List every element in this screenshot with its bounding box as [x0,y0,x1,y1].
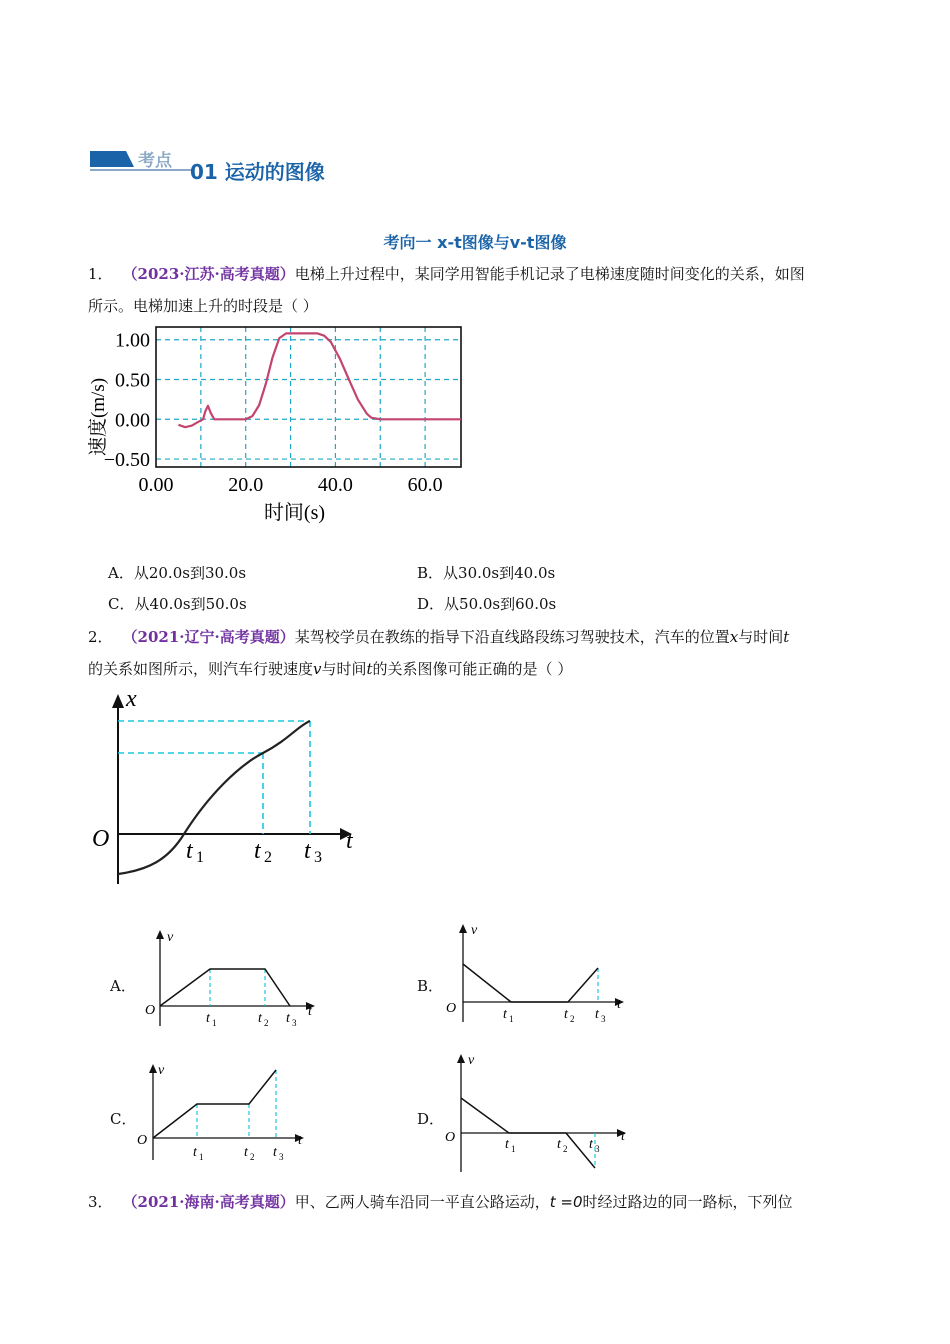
option-text: 从20.0s到30.0s [133,564,247,582]
tick-t1 [186,838,204,866]
velocity-line [463,964,598,1002]
plot-frame [156,327,461,467]
question-text: 与时间 [738,628,784,646]
svg-text:t: t [505,1137,509,1152]
position-time-graph [88,688,368,888]
y-tick-label: 0.00 [115,409,150,432]
svg-text:2: 2 [570,1014,575,1024]
svg-text:t: t [308,1004,312,1019]
svg-text:3: 3 [314,849,322,866]
section-badge: 考点 [138,151,172,171]
svg-text:2: 2 [250,1152,255,1162]
y-tick-label: 1.00 [115,329,150,352]
option-d-graph[interactable] [441,1050,631,1180]
tick-t3 [304,838,322,866]
svg-text:t: t [564,1007,568,1022]
question-3-stem-line1 [88,1192,793,1212]
svg-text:1: 1 [509,1014,514,1024]
question-text: 某驾校学员在教练的指导下沿直线路段练习驾驶技术，汽车的位置 [294,628,730,646]
svg-text:t: t [589,1137,593,1152]
x-tick-label: 0.00 [138,474,174,496]
svg-text:O: O [137,1133,148,1148]
variable-t: t [366,660,373,678]
y-tick-label: 0.50 [115,369,150,392]
svg-text:3: 3 [279,1152,284,1162]
question-text: 电梯上升过程中，某同学用智能手机记录了电梯速度随时间变化的关系，如图 [294,265,805,283]
variable-v: v [313,660,322,678]
question-source: （2021·辽宁·高考真题） [122,628,295,646]
y-axis-arrow [112,694,124,708]
option-letter: B． [417,564,444,582]
question-text: 甲、乙两人骑车沿同一平直公路运动， [294,1193,550,1211]
axis-label-x: x [126,688,137,712]
variable-t: t [783,628,790,646]
question-2-stem-line1 [88,627,789,647]
question-number: 2． [88,628,113,646]
svg-text:v: v [167,930,174,945]
tick-t2 [254,838,272,866]
svg-text:t: t [286,1011,290,1026]
svg-text:O: O [145,1003,156,1018]
x-axis-label: 时间(s) [263,502,326,524]
option-text: 从50.0s到60.0s [444,595,557,613]
svg-text:t: t [186,838,193,864]
svg-text:t: t [298,1133,302,1148]
option-d[interactable] [417,594,556,614]
formula-t-equals-0: t =0 [549,1193,583,1211]
svg-text:1: 1 [511,1144,516,1154]
q2-option-c[interactable]: C． [110,1110,137,1128]
question-text: 时经过路边的同一路标，下列位 [582,1193,793,1211]
svg-text:t: t [258,1011,262,1026]
option-letter: A． [108,564,134,582]
svg-text:1: 1 [196,849,204,866]
option-text: 从40.0s到50.0s [134,595,247,613]
svg-text:t: t [254,838,261,864]
svg-text:t: t [503,1007,507,1022]
question-number: 1． [88,265,113,283]
option-c[interactable] [108,594,247,614]
svg-text:3: 3 [595,1144,600,1154]
option-c-graph[interactable] [133,1060,323,1170]
question-number: 3． [88,1193,113,1211]
section-title: 01 运动的图像 [190,160,325,184]
axis-label-t: t [346,828,353,854]
svg-text:v: v [468,1053,475,1068]
question-2-stem-line2 [88,659,572,679]
svg-text:1: 1 [199,1152,204,1162]
svg-text:O: O [445,1130,456,1145]
svg-text:t: t [206,1011,210,1026]
velocity-line [160,969,290,1006]
x-tick-label: 40.0 [317,474,353,496]
option-b-graph[interactable] [443,918,633,1028]
svg-text:2: 2 [264,849,272,866]
option-a[interactable] [108,563,246,583]
x-tick-label: 20.0 [228,474,264,496]
variable-x: x [729,628,739,646]
svg-text:1: 1 [212,1018,217,1028]
question-text: 与时间 [321,660,367,678]
svg-text:t: t [304,838,311,864]
svg-text:3: 3 [292,1018,297,1028]
y-tick-label: −0.50 [103,449,150,472]
option-a-graph[interactable] [140,922,330,1032]
svg-text:t: t [244,1145,248,1160]
q2-option-d[interactable]: D． [417,1110,445,1128]
position-curve [118,721,310,874]
option-letter: D． [417,595,445,613]
svg-text:O: O [446,1001,457,1016]
question-1-stem-line1 [88,264,805,284]
option-b[interactable] [417,563,555,583]
question-text: 的关系图像可能正确的是（ ） [372,660,573,678]
velocity-line [153,1070,276,1138]
svg-text:t: t [557,1137,561,1152]
origin-label: O [92,826,110,852]
question-source: （2021·海南·高考真题） [122,1193,295,1211]
x-tick-label: 60.0 [407,474,443,496]
question-1-stem-line2: 所示。电梯加速上升的时段是（ ） [88,297,318,315]
option-text: 从30.0s到40.0s [443,564,556,582]
svg-text:t: t [621,1129,625,1144]
option-letter: C． [108,595,135,613]
subsection-title: 考向一 x-t图像与v-t图像 [383,233,567,252]
svg-text:v: v [471,923,478,938]
svg-text:2: 2 [563,1144,568,1154]
question-source: （2023·江苏·高考真题） [122,265,295,283]
svg-text:2: 2 [264,1018,269,1028]
svg-text:t: t [273,1145,277,1160]
svg-text:t: t [193,1145,197,1160]
velocity-time-chart [84,322,474,532]
svg-text:v: v [158,1063,165,1078]
question-text: 的关系如图所示，则汽车行驶速度 [88,660,314,678]
svg-text:3: 3 [601,1014,606,1024]
svg-text:t: t [595,1007,599,1022]
q2-option-a[interactable]: A． [110,977,136,995]
q2-option-b[interactable]: B． [417,977,444,995]
series-line-speed [178,333,461,427]
svg-text:t: t [617,997,621,1012]
y-axis-label: 速度(m/s) [88,377,109,457]
